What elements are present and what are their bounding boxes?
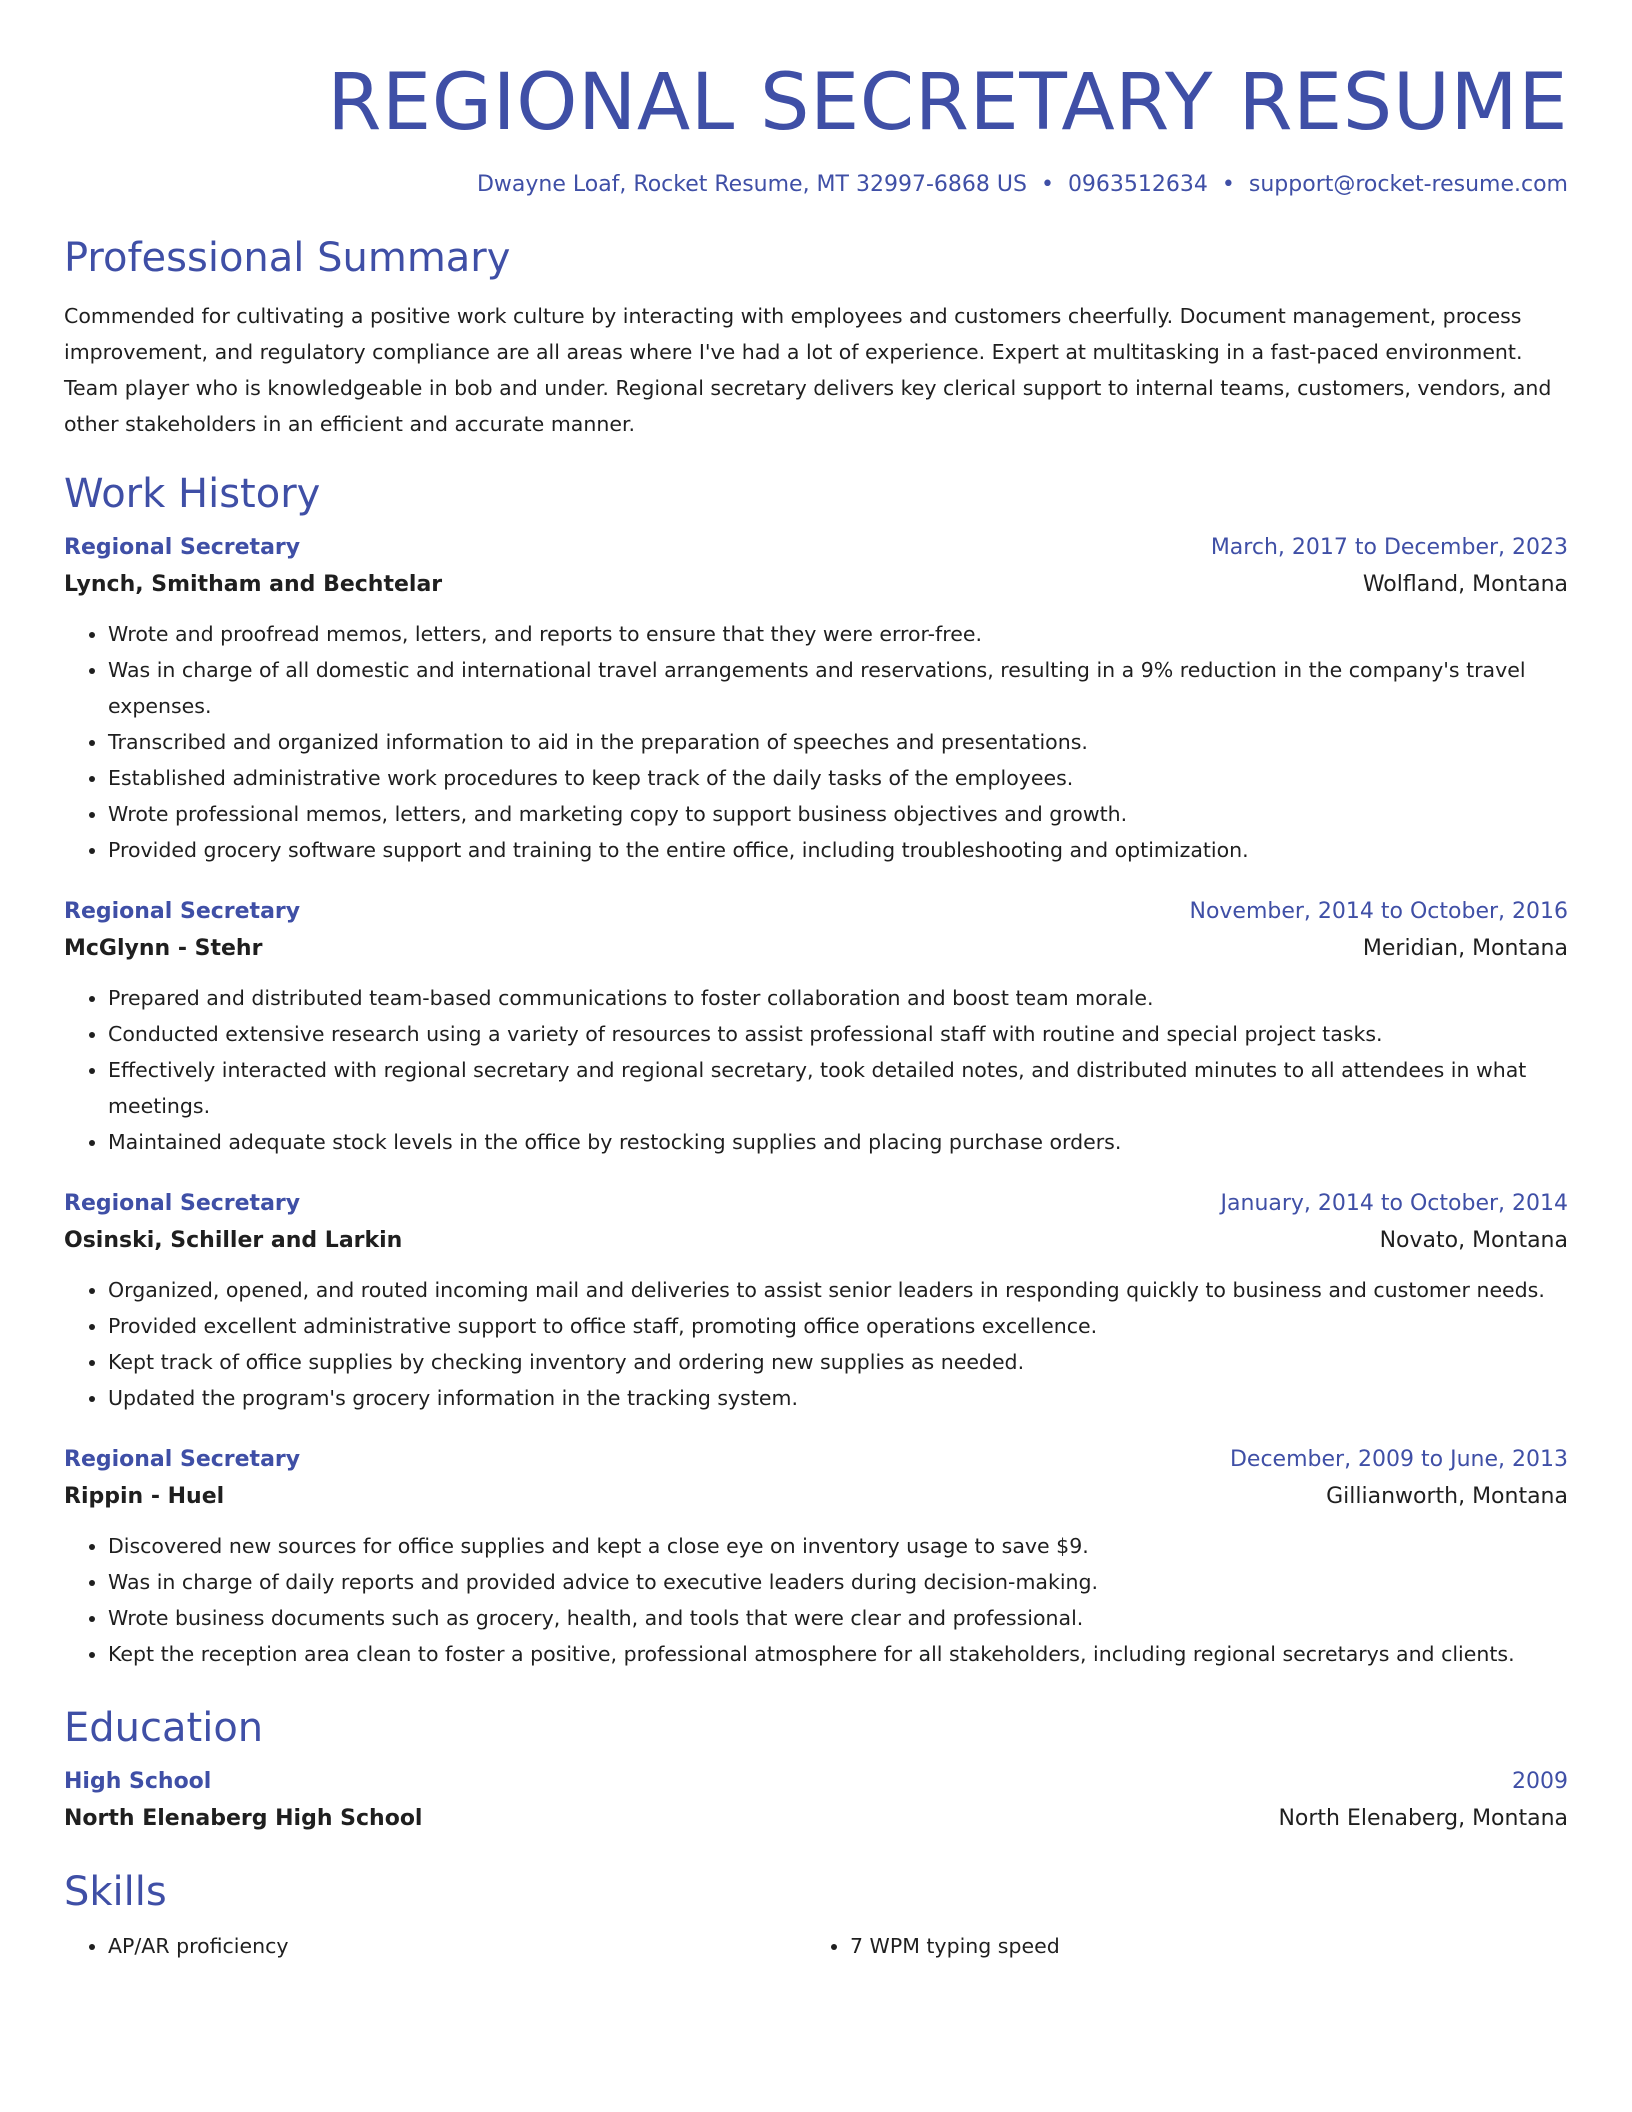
education-entry: [64, 1764, 1568, 1838]
job-title: Regional Secretary: [64, 535, 301, 560]
education-heading: Education: [64, 1705, 264, 1751]
job-entry: [64, 894, 1568, 1160]
job-entry: [64, 1186, 1568, 1416]
job-bullet: • Was in charge of daily reports and provided advice to executive leaders during decision-making.: [108, 1564, 1568, 1600]
job-bullet: • Kept the reception area clean to foster a positive, professional atmosphere for all stakeholders, including regional secretarys and clients.: [108, 1636, 1568, 1672]
job-bullet: • Effectively interacted with regional secretary and regional secretary, took detailed notes, and distributed minutes to all attendees in what meetings.: [108, 1052, 1568, 1124]
skills-list: [64, 1928, 1568, 1964]
job-location: Meridian, Montana: [1362, 936, 1568, 961]
contact-phone: 0963512634: [1067, 172, 1208, 197]
job-bullets: [64, 1528, 1568, 1672]
skill-item: • 7 WPM typing speed: [850, 1928, 1548, 1964]
job-bullet: • Established administrative work procedures to keep track of the daily tasks of the employees.: [108, 760, 1568, 796]
job-bullet: • Kept track of office supplies by checking inventory and ordering new supplies as needed.: [108, 1344, 1568, 1380]
job-location: Wolfland, Montana: [1362, 572, 1568, 597]
skill-item: • AP/AR proficiency: [108, 1928, 806, 1964]
summary-text: Commended for cultivating a positive work culture by interacting with employees and customers cheerfully. Document management, process improvement, and regulatory compliance are all areas where I've had a lot of experience. Expert at multitasking in a fast-paced environment. Team player who is knowledgeable in bob and under. Regional secretary delivers key clerical support to internal teams, customers, vendors, and other stakeholders in an efficient and accurate manner.: [64, 304, 1552, 436]
contact-address: Dwayne Loaf, Rocket Resume, MT 32997-6868 US: [476, 172, 1027, 197]
job-company: Osinski, Schiller and Larkin: [64, 1228, 403, 1253]
contact-line: [64, 170, 1568, 200]
job-bullet: • Updated the program's grocery information in the tracking system.: [108, 1380, 1568, 1416]
education-location: North Elenaberg, Montana: [1278, 1806, 1568, 1831]
job-bullet: • Provided excellent administrative support to office staff, promoting office operations excellence.: [108, 1308, 1568, 1344]
resume-title: REGIONAL SECRETARY RESUME: [327, 58, 1568, 148]
job-bullet: • Wrote professional memos, letters, and marketing copy to support business objectives and growth.: [108, 796, 1568, 832]
education-degree: High School: [64, 1769, 212, 1794]
job-bullet: • Organized, opened, and routed incoming mail and deliveries to assist senior leaders in responding quickly to business and customer needs.: [108, 1272, 1568, 1308]
job-company: Lynch, Smitham and Bechtelar: [64, 572, 443, 597]
job-title: Regional Secretary: [64, 1191, 301, 1216]
job-bullet: • Prepared and distributed team-based communications to foster collaboration and boost team morale.: [108, 980, 1568, 1016]
skills-column-left: [64, 1928, 806, 1964]
job-bullet: • Wrote business documents such as grocery, health, and tools that were clear and professional.: [108, 1600, 1568, 1636]
contact-email[interactable]: support@rocket-resume.com: [1248, 172, 1568, 197]
job-dates: December, 2009 to June, 2013: [1229, 1447, 1568, 1472]
education-year: 2009: [1512, 1769, 1568, 1794]
job-title: Regional Secretary: [64, 899, 301, 924]
job-bullet: • Provided grocery software support and training to the entire office, including troubleshooting and optimization.: [108, 832, 1568, 868]
contact-separator: •: [1040, 172, 1054, 197]
job-bullet: • Transcribed and organized information to aid in the preparation of speeches and presentations.: [108, 724, 1568, 760]
education-school: North Elenaberg High School: [64, 1806, 423, 1831]
job-bullet: • Discovered new sources for office supplies and kept a close eye on inventory usage to save $9.: [108, 1528, 1568, 1564]
summary-heading: Professional Summary: [64, 235, 511, 281]
contact-separator: •: [1221, 172, 1235, 197]
job-location: Novato, Montana: [1379, 1228, 1568, 1253]
job-bullets: [64, 616, 1568, 868]
job-title: Regional Secretary: [64, 1447, 301, 1472]
job-company: Rippin - Huel: [64, 1484, 225, 1509]
skills-column-right: [806, 1928, 1548, 1964]
job-bullet: • Wrote and proofread memos, letters, and reports to ensure that they were error-free.: [108, 616, 1568, 652]
job-entry: [64, 1442, 1568, 1672]
job-entry: [64, 530, 1568, 868]
job-bullet: • Maintained adequate stock levels in the office by restocking supplies and placing purchase orders.: [108, 1124, 1568, 1160]
job-bullets: [64, 980, 1568, 1160]
job-dates: November, 2014 to October, 2016: [1189, 899, 1568, 924]
job-bullet: • Was in charge of all domestic and international travel arrangements and reservations, resulting in a 9% reduction in the company's travel expenses.: [108, 652, 1568, 724]
work-history-list: [64, 530, 1568, 1672]
job-dates: January, 2014 to October, 2014: [1220, 1191, 1568, 1216]
work-history-heading: Work History: [64, 471, 321, 517]
job-company: McGlynn - Stehr: [64, 936, 263, 961]
job-bullets: [64, 1272, 1568, 1416]
job-dates: March, 2017 to December, 2023: [1210, 535, 1568, 560]
skills-heading: Skills: [64, 1869, 167, 1915]
job-location: Gillianworth, Montana: [1326, 1484, 1568, 1509]
job-bullet: • Conducted extensive research using a variety of resources to assist professional staff with routine and special project tasks.: [108, 1016, 1568, 1052]
